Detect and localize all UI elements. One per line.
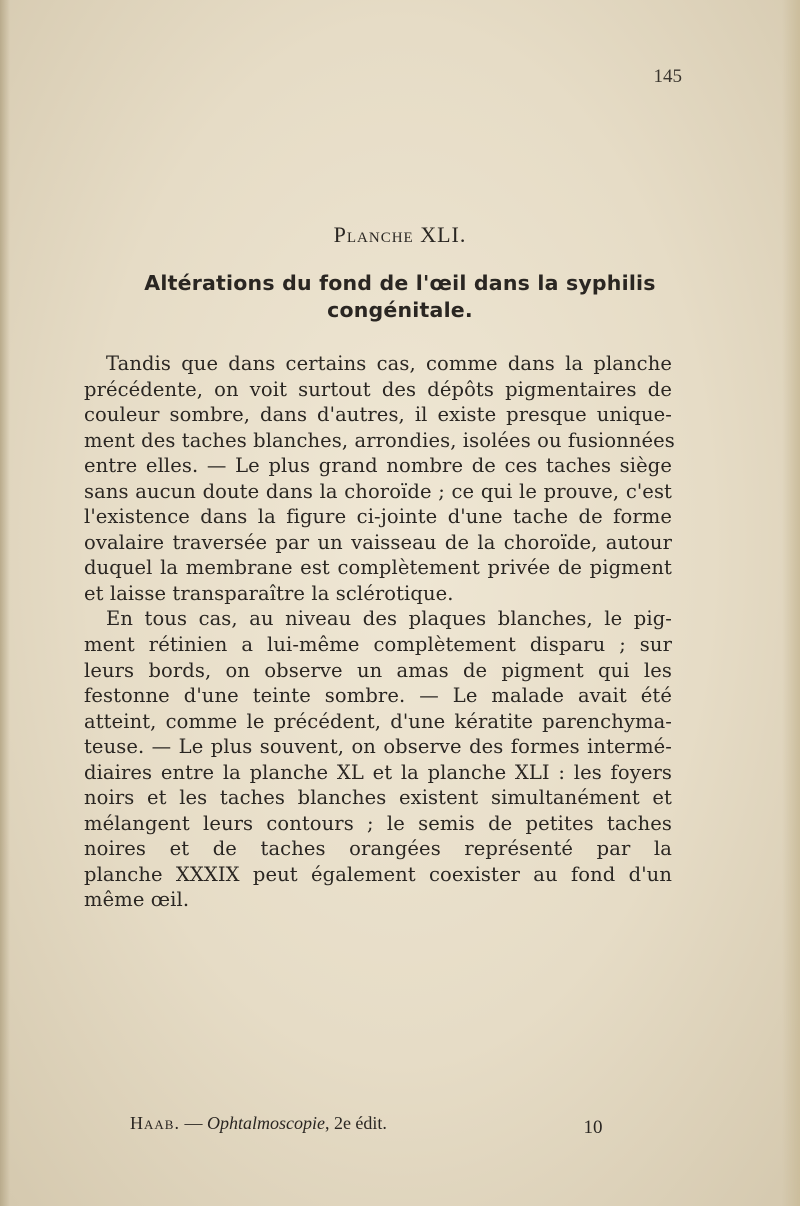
text-line: mélangent leurs contours ; le semis de petites taches <box>84 811 672 835</box>
text-line: festonne d'une teinte sombre. — Le malade avait été <box>84 684 672 708</box>
text-line: entre elles. — Le plus grand nombre de ces taches siège <box>84 454 672 478</box>
text-line: et laisse transparaître la sclérotique. <box>84 581 454 605</box>
footer-work-title: Ophtalmoscopie <box>206 1113 325 1133</box>
text-line: précédente, on voit surtout des dépôts pigmentaires de <box>84 377 672 401</box>
text-line: noirs et les taches blanches existent simultanément et <box>84 786 672 810</box>
footer-author: Haab. <box>130 1113 180 1133</box>
text-line: ment rétinien a lui-même complètement disparu ; sur <box>84 633 672 657</box>
page-edge-right <box>782 0 800 1206</box>
page-number: 145 <box>653 66 682 87</box>
text-line: leurs bords, on observe un amas de pigment qui les <box>84 658 672 682</box>
text-line: ovalaire traversée par un vaisseau de la choroïde, autour <box>84 530 672 554</box>
body-text <box>84 351 675 913</box>
text-line: En tous cas, au niveau des plaques blanches, le pig- <box>106 607 672 631</box>
text-line: ment des taches blanches, arrondies, isolées ou fusionnées <box>84 428 675 452</box>
text-line: teuse. — Le plus souvent, on observe des formes intermé- <box>84 735 672 759</box>
text-line: même œil. <box>84 888 190 912</box>
text-line: planche XXXIX peut également coexister au fond d'un <box>84 862 672 886</box>
text-line: l'existence dans la figure ci-jointe d'une tache de forme <box>84 505 672 529</box>
section-title-line: Altérations du fond de l'œil dans la syphilis <box>144 271 656 295</box>
page-edge-left <box>0 0 10 1206</box>
signature-mark: 10 <box>583 1117 603 1138</box>
footer-edition: , 2e édit. <box>324 1113 387 1133</box>
section-title <box>100 270 700 324</box>
footer-running-title <box>130 1113 387 1134</box>
text-line: atteint, comme le précédent, d'une kératite parenchyma- <box>84 709 672 733</box>
text-line: Tandis que dans certains cas, comme dans la planche <box>106 352 672 375</box>
section-title-line: congénitale. <box>327 298 473 322</box>
text-line: duquel la membrane est complètement privée de pigment <box>84 556 672 580</box>
text-line: couleur sombre, dans d'autres, il existe presque unique- <box>84 403 672 427</box>
footer-dash: — <box>179 1113 207 1133</box>
text-line: diaires entre la planche XL et la planche XLI : les foyers <box>84 760 672 784</box>
text-line: noires et de taches orangées représenté par la <box>84 837 672 861</box>
plate-title: Planche XLI. <box>333 222 467 247</box>
text-line: sans aucun doute dans la choroïde ; ce qui le prouve, c'est <box>84 479 672 503</box>
